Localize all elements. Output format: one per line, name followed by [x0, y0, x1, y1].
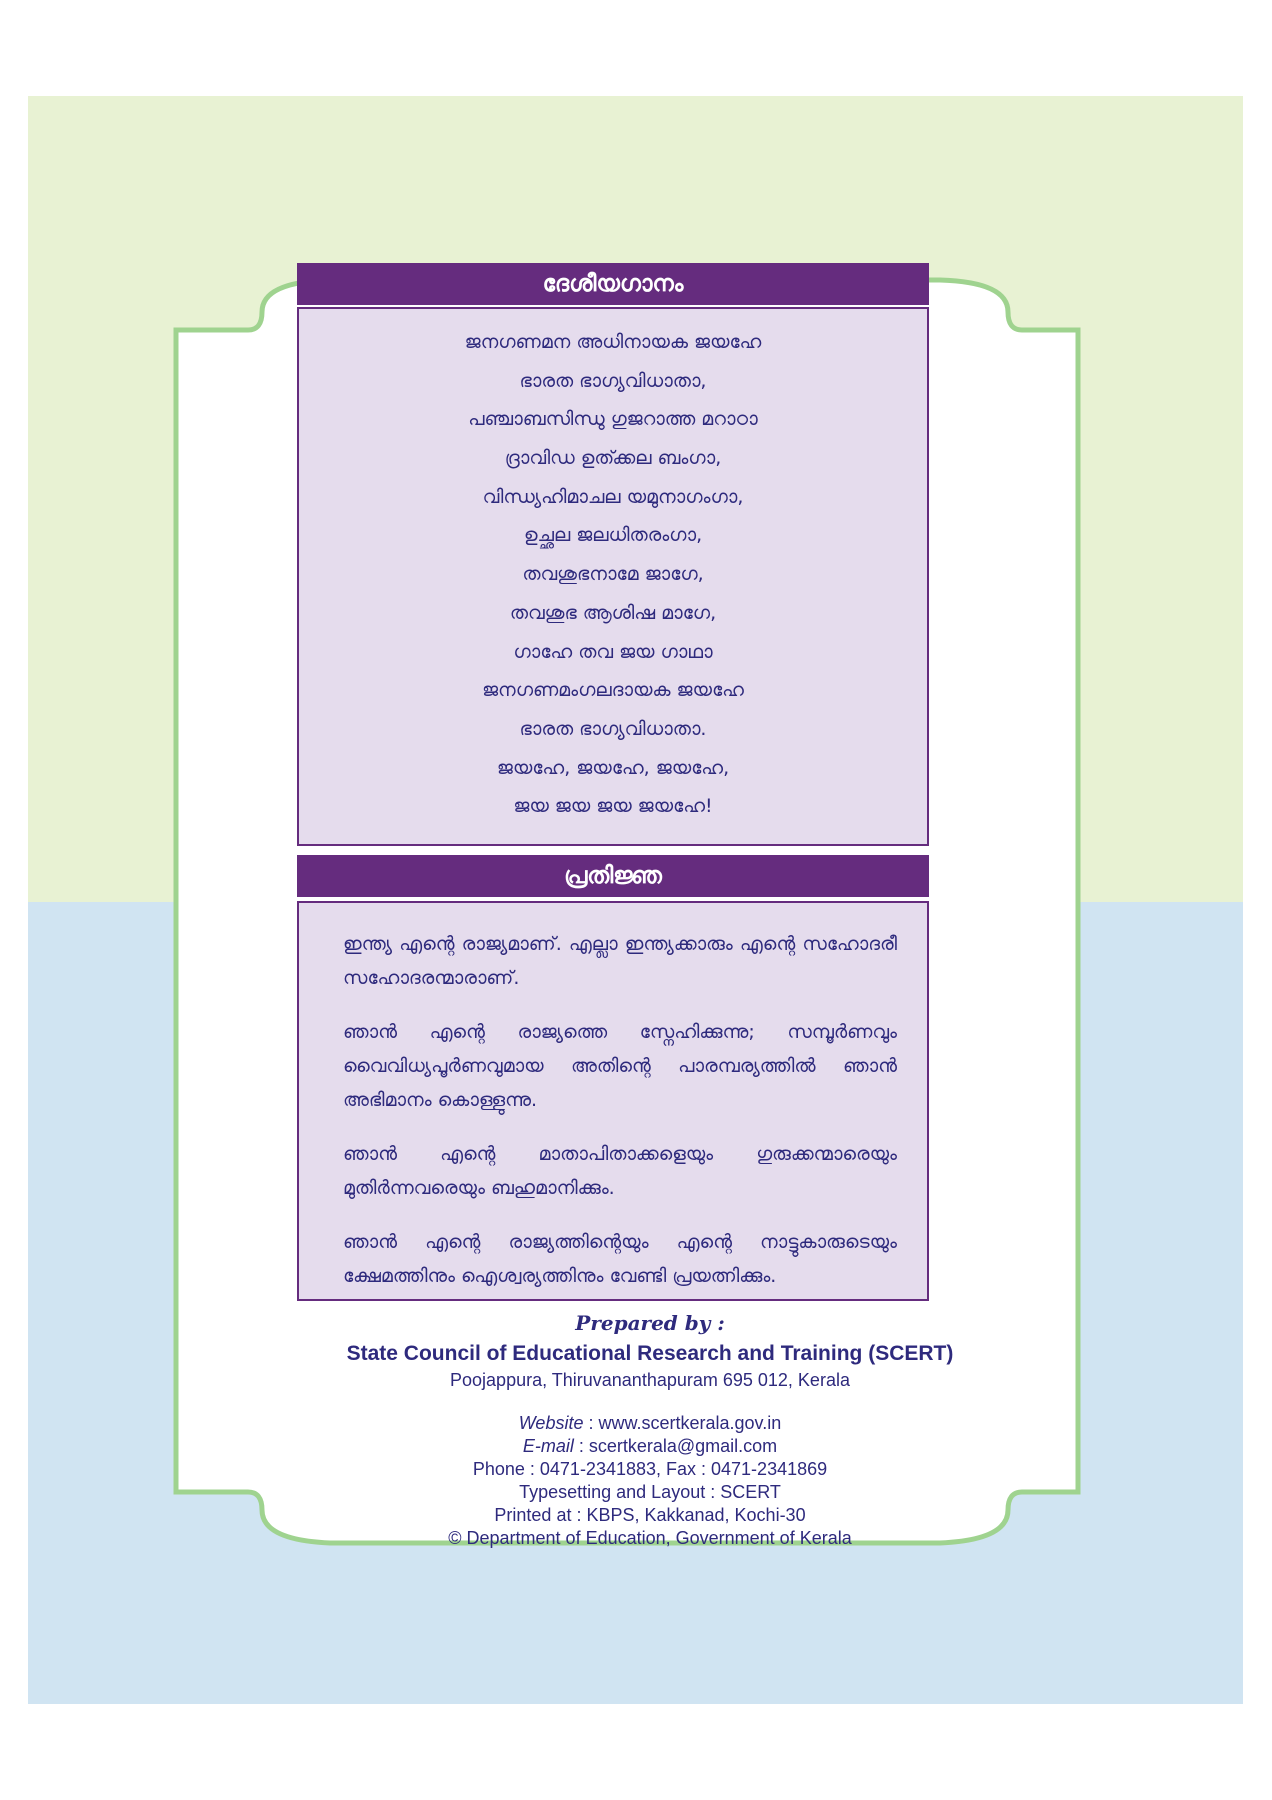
anthem-line: ജനഗണമന അധിനായക ജയഹേ — [464, 331, 762, 353]
pledge-paragraphs — [299, 903, 927, 1293]
email-value: : scertkerala@gmail.com — [573, 1436, 778, 1456]
pledge-box — [297, 901, 929, 1301]
pledge-paragraph: ഇന്ത്യ എന്റെ രാജ്യമാണ്. എല്ലാ ഇന്ത്യക്കാരും എന്റെ സഹോദരീ സഹോദരന്മാരാണ്. — [343, 933, 897, 989]
anthem-line: തവശുഭനാമേ ജാഗേ, — [522, 563, 704, 586]
email-label: E-mail — [522, 1436, 574, 1456]
typesetting-line: Typesetting and Layout : SCERT — [519, 1482, 781, 1502]
pledge-paragraph: ഞാൻ എന്റെ രാജ്യത്തിന്റെയും എന്റെ നാട്ടുകാരുടെയും ക്ഷേമത്തിനും ഐശ്വര്യത്തിനും വേണ്ടി പ്രയത്നിക്കും. — [343, 1231, 897, 1287]
email-line — [280, 1435, 1020, 1458]
anthem-line: പഞ്ചാബസിന്ധു ഗുജറാത്ത മറാഠാ — [468, 408, 758, 431]
pledge-paragraph: ഞാൻ എന്റെ രാജ്യത്തെ സ്നേഹിക്കുന്നു; സമ്പൂർണവും വൈവിധ്യപൂർണവുമായ അതിന്റെ പാരമ്പര്യത്തിൽ ഞാൻ അഭിമാനം കൊള്ളുന്നു. — [343, 1021, 897, 1111]
phone-line: Phone : 0471-2341883, Fax : 0471-2341869 — [472, 1459, 828, 1479]
website-label: Website — [518, 1413, 584, 1433]
prepared-by-label: Prepared by : — [575, 1311, 725, 1335]
anthem-title: ദേശീയഗാനം — [297, 263, 929, 305]
anthem-line: ജയഹേ, ജയഹേ, ജയഹേ, — [496, 756, 730, 779]
anthem-line: ഉച്ഛല ജലധിതരംഗാ, — [523, 524, 703, 547]
anthem-line: വിന്ധ്യഹിമാചല യമുനാഗംഗാ, — [482, 485, 744, 508]
anthem-box — [297, 307, 929, 846]
pledge-title: പ്രതിജ്ഞ — [297, 855, 929, 897]
organization-address: Poojappura, Thiruvananthapuram 695 012, Kerala — [450, 1370, 850, 1390]
anthem-lines — [299, 309, 927, 826]
website-value: : www.scertkerala.gov.in — [583, 1413, 782, 1433]
anthem-line: ജയ ജയ ജയ ജയഹേ! — [513, 795, 713, 818]
anthem-line: ദ്രാവിഡ ഉത്ക്കല ബംഗാ, — [504, 447, 722, 470]
website-line — [280, 1412, 1020, 1435]
anthem-line: ജനഗണമംഗലദായക ജയഹേ — [482, 679, 744, 702]
anthem-line: ഗാഹേ തവ ജയ ഗാഥാ — [513, 640, 713, 663]
pledge-paragraph: ഞാൻ എന്റെ മാതാപിതാക്കളെയും ഗുരുക്കന്മാരെയും മുതിർന്നവരെയും ബഹുമാനിക്കും. — [343, 1143, 897, 1199]
anthem-line: തവശുഭ ആശിഷ മാഗേ, — [509, 601, 717, 624]
anthem-line: ഭാരത ഭാഗ്യവിധാതാ, — [519, 369, 707, 392]
printed-at-line: Printed at : KBPS, Kakkanad, Kochi-30 — [494, 1505, 806, 1525]
organization-name: State Council of Educational Research and Training (SCERT) — [346, 1342, 954, 1365]
copyright-line: © Department of Education, Government of Kerala — [448, 1528, 852, 1548]
anthem-line: ഭാരത ഭാഗ്യവിധാതാ. — [519, 717, 707, 740]
